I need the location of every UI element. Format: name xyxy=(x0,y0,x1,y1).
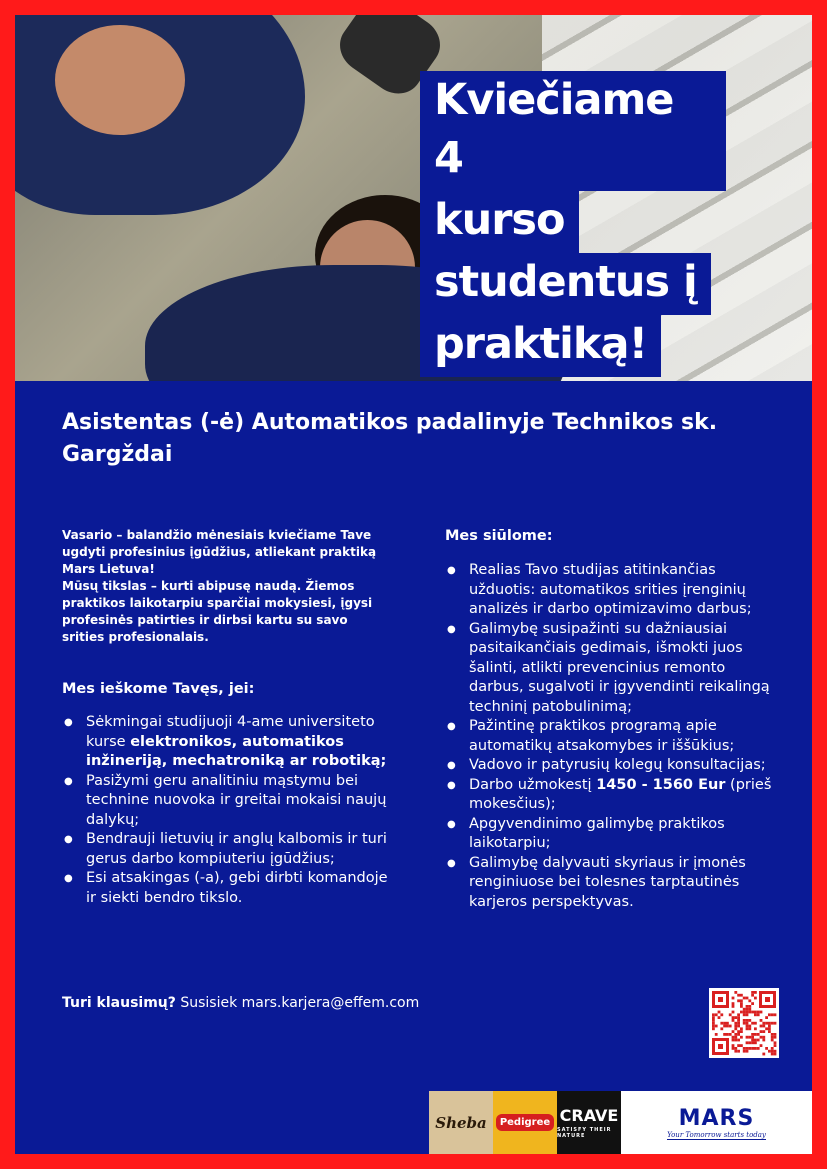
qr-module xyxy=(748,1019,751,1022)
qr-module xyxy=(720,1013,723,1016)
qr-module xyxy=(757,1033,760,1036)
qr-module xyxy=(712,1016,715,1019)
qr-module xyxy=(712,1019,715,1022)
qr-module xyxy=(771,1047,774,1050)
poster xyxy=(15,15,812,1154)
qr-module xyxy=(774,1050,777,1053)
qr-module xyxy=(774,1033,777,1036)
qr-module xyxy=(732,1030,735,1033)
qr-module xyxy=(746,997,749,1000)
qr-module xyxy=(734,1025,737,1028)
qr-module xyxy=(774,1013,777,1016)
crave-logo-text: CRAVE xyxy=(559,1106,619,1125)
qr-module xyxy=(729,1025,732,1028)
qr-module xyxy=(748,1047,751,1050)
headline xyxy=(420,71,726,377)
qr-module xyxy=(751,1022,754,1025)
qr-module xyxy=(760,1030,763,1033)
list-item-text: Vadovo ir patyrusių kolegų konsultacijas; xyxy=(469,757,766,773)
qr-module xyxy=(748,999,751,1002)
contact-line xyxy=(62,995,419,1011)
qr-module xyxy=(743,1011,746,1014)
qr-module xyxy=(746,1036,749,1039)
qr-module xyxy=(771,1039,774,1042)
pedigree-logo xyxy=(493,1091,557,1154)
qr-module xyxy=(746,1047,749,1050)
qr-module xyxy=(712,1013,715,1016)
list-item xyxy=(445,717,775,756)
qr-module xyxy=(715,1025,718,1028)
qr-module xyxy=(771,1013,774,1016)
qr-module xyxy=(751,1002,754,1005)
qr-module xyxy=(754,997,757,1000)
headline-line-2: kurso xyxy=(420,191,579,253)
qr-module xyxy=(737,999,740,1002)
qr-module xyxy=(715,1033,718,1036)
qr-module xyxy=(771,1033,774,1036)
qr-module xyxy=(732,1011,735,1014)
qr-module xyxy=(740,994,743,997)
qr-module xyxy=(762,1030,765,1033)
qr-module xyxy=(754,1022,757,1025)
looking-for-list xyxy=(62,713,392,908)
qr-module xyxy=(762,1022,765,1025)
qr-module xyxy=(754,1041,757,1044)
qr-module xyxy=(762,1036,765,1039)
qr-module xyxy=(729,1033,732,1036)
mars-tagline: Your Tomorrow starts today xyxy=(667,1130,766,1139)
qr-module xyxy=(732,1002,735,1005)
qr-module xyxy=(757,1039,760,1042)
qr-module xyxy=(768,1025,771,1028)
qr-module xyxy=(746,1027,749,1030)
qr-module xyxy=(754,1027,757,1030)
mars-logo-text: MARS xyxy=(678,1105,755,1131)
qr-module xyxy=(768,1050,771,1053)
qr-module xyxy=(734,1050,737,1053)
list-item-text: Esi atsakingas (-a), gebi dirbti komandoje ir siekti bendro tikslo. xyxy=(86,870,388,906)
qr-module xyxy=(732,1044,735,1047)
qr-module xyxy=(734,1033,737,1036)
qr-module xyxy=(734,1047,737,1050)
qr-module xyxy=(737,1050,740,1053)
qr-module xyxy=(746,1019,749,1022)
qr-module xyxy=(743,997,746,1000)
list-item xyxy=(445,854,775,913)
qr-module xyxy=(762,1025,765,1028)
qr-module xyxy=(757,1047,760,1050)
qr-module xyxy=(754,1033,757,1036)
qr-module xyxy=(737,1030,740,1033)
qr-module xyxy=(740,1005,743,1008)
qr-module xyxy=(746,1005,749,1008)
list-item xyxy=(62,869,392,908)
qr-module xyxy=(754,1013,757,1016)
intro-text xyxy=(62,527,392,646)
qr-module xyxy=(734,1036,737,1039)
qr-module xyxy=(740,1011,743,1014)
qr-module xyxy=(757,1013,760,1016)
qr-module xyxy=(774,1053,777,1056)
list-item xyxy=(62,830,392,869)
contact-label: Turi klausimų? xyxy=(62,995,176,1011)
qr-module xyxy=(774,1044,777,1047)
crave-tagline: SATISFY THEIR NATURE xyxy=(557,1127,612,1139)
list-item xyxy=(62,713,392,772)
qr-module xyxy=(751,994,754,997)
qr-module xyxy=(746,1013,749,1016)
qr-module xyxy=(737,1019,740,1022)
qr-module xyxy=(732,1047,735,1050)
contact-email[interactable]: Susisiek mars.karjera@effem.com xyxy=(175,995,420,1011)
list-item-text: Pasižymi geru analitiniu mąstymu bei technine nuovoka ir greitai mokaisi naujų dalykų; xyxy=(86,772,387,828)
hero-photo xyxy=(15,15,812,381)
headline-line-3: studentus į xyxy=(420,253,711,315)
qr-module xyxy=(746,1025,749,1028)
qr-module xyxy=(751,1041,754,1044)
qr-module xyxy=(734,991,737,994)
qr-module xyxy=(743,1047,746,1050)
list-item xyxy=(445,756,775,776)
headline-line-4: praktiką! xyxy=(420,315,661,377)
qr-module xyxy=(760,1019,763,1022)
qr-module xyxy=(751,1036,754,1039)
qr-module xyxy=(734,1039,737,1042)
qr-module xyxy=(732,1039,735,1042)
qr-module xyxy=(774,1041,777,1044)
qr-module xyxy=(726,1025,729,1028)
qr-module xyxy=(732,1016,735,1019)
crave-logo xyxy=(557,1091,621,1154)
qr-module xyxy=(737,1039,740,1042)
qr-module xyxy=(734,1022,737,1025)
qr-module xyxy=(746,1041,749,1044)
qr-module xyxy=(774,1036,777,1039)
qr-module xyxy=(737,1013,740,1016)
qr-module xyxy=(734,1016,737,1019)
qr-module xyxy=(754,1039,757,1042)
qr-module xyxy=(723,1033,726,1036)
qr-module xyxy=(740,1030,743,1033)
qr-module xyxy=(771,1053,774,1056)
qr-module xyxy=(762,1039,765,1042)
qr-module xyxy=(760,1044,763,1047)
qr-module xyxy=(723,1022,726,1025)
qr-module xyxy=(743,1008,746,1011)
qr-module xyxy=(760,1011,763,1014)
qr-code[interactable] xyxy=(709,988,779,1058)
brand-logos xyxy=(429,1091,812,1154)
qr-module xyxy=(748,1041,751,1044)
qr-module xyxy=(765,1047,768,1050)
qr-module xyxy=(768,1030,771,1033)
qr-module xyxy=(740,1027,743,1030)
qr-module xyxy=(718,1016,721,1019)
qr-module xyxy=(748,1008,751,1011)
qr-module xyxy=(720,1022,723,1025)
qr-module xyxy=(746,1022,749,1025)
list-item-text: Pažintinę praktikos programą apie automatikų atsakomybes ir iššūkius; xyxy=(469,718,735,754)
qr-module xyxy=(748,1025,751,1028)
list-item-text: Apgyvendinimo galimybę praktikos laikotarpiu; xyxy=(469,815,725,851)
pedigree-logo-text: Pedigree xyxy=(496,1114,554,1131)
qr-module xyxy=(726,1033,729,1036)
qr-module xyxy=(732,1036,735,1039)
qr-module xyxy=(762,1053,765,1056)
list-item-text: Galimybę susipažinti su dažniausiai pasitaikančiais gedimais, išmokti juos šalinti, atlikti prevencinius remonto darbus, sugalvoti ir įgyvendinti reikalingą techninį patobulinimą; xyxy=(469,620,770,715)
qr-module xyxy=(765,1022,768,1025)
intro-paragraph-2: Mūsų tikslas – kurti abipusę naudą. Žiemos praktikos laikotarpiu sparčiai mokysiesi, įgysi profesinės patirties ir dirbsi kartu su savo srities profesionalais. xyxy=(62,579,373,644)
sheba-logo: Sheba xyxy=(429,1091,493,1154)
qr-module xyxy=(743,1050,746,1053)
qr-module xyxy=(751,1011,754,1014)
qr-module xyxy=(740,1044,743,1047)
qr-module xyxy=(712,1025,715,1028)
headline-line-1: Kviečiame 4 xyxy=(420,71,726,191)
qr-module xyxy=(712,1022,715,1025)
qr-module xyxy=(737,1044,740,1047)
qr-module xyxy=(732,997,735,1000)
list-item-text: Galimybę dalyvauti skyriaus ir įmonės renginiuose bei tolesnes tarptautinės karjeros perspektyvas. xyxy=(469,854,746,910)
qr-module xyxy=(771,1036,774,1039)
qr-module xyxy=(768,1022,771,1025)
qr-module xyxy=(754,1047,757,1050)
qr-module xyxy=(748,1036,751,1039)
qr-module xyxy=(734,1027,737,1030)
list-item-text: Darbo užmokestį xyxy=(469,776,597,793)
offer-list xyxy=(445,561,775,912)
list-item-emphasis: elektronikos, automatikos inžineriją, mechatroniką ar robotiką; xyxy=(86,733,387,769)
list-item xyxy=(445,561,775,620)
qr-module xyxy=(748,1027,751,1030)
qr-module xyxy=(718,1011,721,1014)
qr-module xyxy=(720,1027,723,1030)
qr-module xyxy=(754,1011,757,1014)
list-item xyxy=(445,776,775,815)
offer-heading: Mes siūlome: xyxy=(445,528,553,544)
qr-module xyxy=(740,1002,743,1005)
qr-module xyxy=(743,1013,746,1016)
qr-module xyxy=(737,1022,740,1025)
list-item xyxy=(445,620,775,718)
qr-module xyxy=(737,1025,740,1028)
qr-module xyxy=(737,1033,740,1036)
job-title: Asistentas (-ė) Automatikos padalinyje Technikos sk. Gargždai xyxy=(62,410,718,467)
qr-module xyxy=(743,1019,746,1022)
qr-module xyxy=(751,1047,754,1050)
qr-module xyxy=(768,1027,771,1030)
intro-paragraph-1: Vasario – balandžio mėnesiais kviečiame Tave ugdyti profesinius įgūdžius, atliekant praktiką Mars Lietuva! xyxy=(62,528,377,576)
qr-module xyxy=(754,991,757,994)
list-item xyxy=(62,772,392,831)
qr-module xyxy=(740,999,743,1002)
qr-module xyxy=(771,1050,774,1053)
list-item-text: Sėkmingai studijuoji 4-ame universiteto kurse xyxy=(86,714,375,750)
qr-module xyxy=(746,1050,749,1053)
list-item-text-suffix: (prieš mokesčius); xyxy=(469,776,772,812)
mars-logo xyxy=(621,1091,812,1154)
qr-module xyxy=(760,1036,763,1039)
qr-module xyxy=(729,1013,732,1016)
qr-module xyxy=(712,1027,715,1030)
qr-module xyxy=(751,1039,754,1042)
technician-face xyxy=(55,25,185,135)
qr-module xyxy=(723,1025,726,1028)
qr-module xyxy=(751,1033,754,1036)
qr-module xyxy=(748,1011,751,1014)
qr-module xyxy=(751,991,754,994)
qr-module xyxy=(737,1016,740,1019)
list-item-text: Bendrauji lietuvių ir anglų kalbomis ir turi gerus darbo kompiuteriu įgūdžius; xyxy=(86,831,387,867)
looking-for-heading: Mes ieškome Tavęs, jei: xyxy=(62,681,255,697)
qr-module xyxy=(765,1027,768,1030)
qr-module xyxy=(760,1025,763,1028)
qr-module xyxy=(743,1022,746,1025)
qr-module xyxy=(748,1005,751,1008)
qr-module xyxy=(726,1022,729,1025)
qr-module xyxy=(765,1016,768,1019)
qr-module xyxy=(774,1022,777,1025)
qr-module xyxy=(771,1022,774,1025)
list-item-text: Realias Tavo studijas atitinkančias užduotis: automatikos srities įrenginių analizės ir darbo optimizavimo darbus; xyxy=(469,562,752,617)
qr-module xyxy=(746,1008,749,1011)
qr-code-graphic xyxy=(709,988,779,1058)
qr-module xyxy=(715,1013,718,1016)
qr-module xyxy=(746,1011,749,1014)
qr-module xyxy=(757,1011,760,1014)
list-item xyxy=(445,815,775,854)
qr-module xyxy=(732,1005,735,1008)
list-item-emphasis: 1450 - 1560 Eur xyxy=(596,776,726,793)
qr-module xyxy=(740,1036,743,1039)
qr-module xyxy=(768,1013,771,1016)
qr-module xyxy=(732,1019,735,1022)
qr-module xyxy=(737,994,740,997)
